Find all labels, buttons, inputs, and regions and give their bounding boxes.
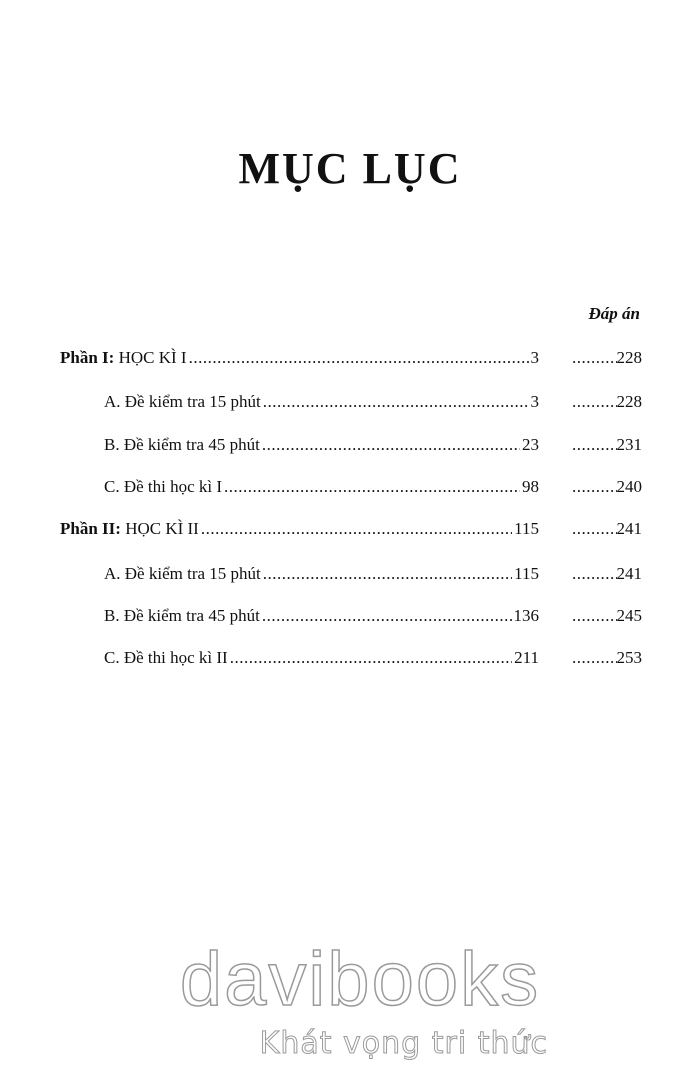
page-title: MỤC LỤC — [238, 144, 462, 193]
answer-page: ..... 245 — [572, 605, 642, 627]
watermark-slogan: Khát vọng tri thức — [259, 1026, 548, 1061]
dot-leader — [189, 347, 529, 369]
answer-page: ..... 231 — [572, 434, 642, 456]
dot-leader — [230, 647, 512, 669]
part-title: HỌC KÌ II — [125, 519, 199, 538]
part-label: Phần I: — [60, 348, 115, 367]
dot-leader — [263, 391, 529, 413]
toc-part-1 — [60, 347, 642, 369]
dot-leader — [224, 476, 520, 498]
page-number: 3 — [530, 392, 539, 411]
page-number: 115 — [514, 564, 539, 583]
page-number: 3 — [530, 348, 539, 367]
publisher-watermark — [150, 937, 570, 1061]
item-title: C. Đề thi học kì I — [104, 477, 223, 496]
item-title: C. Đề thi học kì II — [104, 648, 228, 667]
item-title: B. Đề kiểm tra 45 phút — [104, 606, 260, 625]
toc-item — [104, 476, 642, 498]
answer-page: ..... 228 — [572, 347, 642, 369]
page-number: 211 — [514, 648, 539, 667]
answer-page: ..... 241 — [572, 518, 642, 540]
part-label: Phần II: — [60, 519, 121, 538]
toc-item — [104, 605, 642, 627]
dot-leader — [262, 434, 520, 456]
toc-item — [104, 434, 642, 456]
dot-leader — [201, 518, 512, 540]
toc-part-2 — [60, 518, 642, 540]
answer-page: ..... 241 — [572, 563, 642, 585]
part-title: HỌC KÌ I — [118, 348, 187, 367]
dot-leader — [263, 563, 512, 585]
toc-item — [104, 647, 642, 669]
answer-page: ..... 240 — [572, 476, 642, 498]
answer-page: ..... 253 — [572, 647, 642, 669]
toc-item — [104, 391, 642, 413]
item-title: A. Đề kiểm tra 15 phút — [104, 564, 261, 583]
page-number: 23 — [522, 435, 539, 454]
item-title: B. Đề kiểm tra 45 phút — [104, 435, 260, 454]
page-number: 98 — [522, 477, 539, 496]
page-number: 136 — [513, 606, 539, 625]
answer-column-header: Đáp án — [588, 304, 640, 323]
toc-item — [104, 563, 642, 585]
answer-page: ..... 228 — [572, 391, 642, 413]
watermark-brand: davibooks — [179, 937, 541, 1022]
dot-leader — [262, 605, 512, 627]
page-number: 115 — [514, 519, 539, 538]
item-title: A. Đề kiểm tra 15 phút — [104, 392, 261, 411]
